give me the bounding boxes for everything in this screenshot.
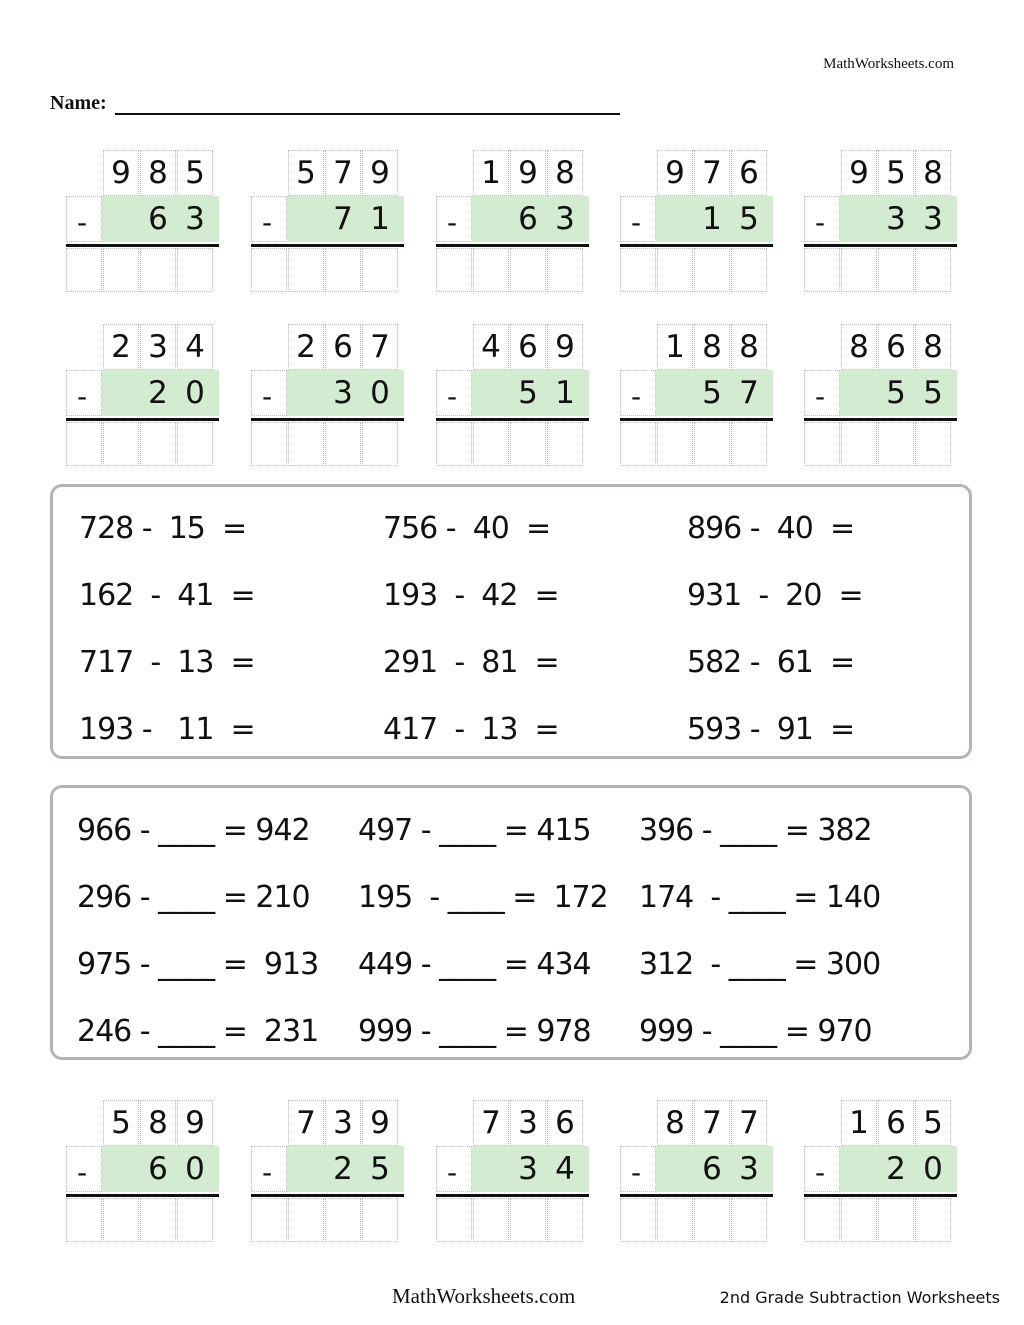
minuend-digit: 8 [148,1105,168,1141]
footer-title: 2nd Grade Subtraction Worksheets [719,1288,1000,1307]
grid-cell[interactable] [731,422,767,466]
minuend-digit: 8 [555,155,575,191]
subtrahend-digit: 2 [148,375,168,411]
answer-rule [66,1194,219,1197]
subtrahend-digit: 5 [739,201,759,237]
horizontal-problem: 593 - 91 = [687,712,855,747]
minus-sign: - [261,206,273,239]
subtrahend-digit: 7 [333,201,353,237]
answer-rule [66,244,219,247]
minuend-digit: 7 [481,1105,501,1141]
minuend-digit: 9 [370,155,390,191]
grid-cell[interactable] [620,1198,656,1242]
grid-cell[interactable] [251,422,287,466]
minuend-digit: 9 [555,329,575,365]
subtrahend-digit: 3 [739,1151,759,1187]
vertical-row-2 [64,324,964,469]
grid-cell[interactable] [362,1198,398,1242]
grid-cell[interactable] [878,248,914,292]
subtrahend-digit: 6 [148,1151,168,1187]
grid-cell[interactable] [694,1198,730,1242]
minus-sign: - [261,380,273,413]
grid-cell[interactable] [362,248,398,292]
subtrahend-digit: 0 [185,375,205,411]
horizontal-problem: 582 - 61 = [687,645,855,680]
grid-cell[interactable] [620,248,656,292]
vertical-problem [249,324,404,469]
answer-rule [620,244,773,247]
minus-sign: - [446,206,458,239]
horizontal-problem: 193 - 42 = [383,578,559,613]
vertical-problem [434,1100,589,1245]
grid-cell[interactable] [804,248,840,292]
subtrahend-digit: 2 [333,1151,353,1187]
grid-cell[interactable] [547,422,583,466]
subtrahend-digit: 7 [739,375,759,411]
horizontal-problem: 896 - 40 = [687,511,855,546]
grid-cell[interactable] [547,248,583,292]
grid-cell[interactable] [731,248,767,292]
missing-number-problem: 975 - ____ = 913 [77,947,319,982]
subtrahend-digit: 5 [518,375,538,411]
vertical-problem [802,1100,957,1245]
grid-cell[interactable] [103,422,139,466]
subtrahend-digit: 3 [923,201,943,237]
minuend-digit: 8 [923,155,943,191]
answer-rule [66,418,219,421]
subtrahend-digit: 2 [886,1151,906,1187]
grid-cell[interactable] [473,248,509,292]
vertical-problem [802,324,957,469]
subtrahend-digit: 0 [185,1151,205,1187]
vertical-problem [618,324,773,469]
minuend-digit: 9 [849,155,869,191]
footer-site: MathWorksheets.com [392,1284,576,1308]
grid-cell[interactable] [510,422,546,466]
subtrahend-digit: 5 [923,375,943,411]
minuend-digit: 6 [518,329,538,365]
missing-number-problem: 999 - ____ = 970 [639,1014,872,1049]
grid-cell[interactable] [694,422,730,466]
vertical-problem [64,1100,219,1245]
minuend-digit: 1 [481,155,501,191]
missing-number-problem: 312 - ____ = 300 [639,947,881,982]
minuend-digit: 4 [481,329,501,365]
grid-cell[interactable] [804,422,840,466]
minuend-digit: 8 [665,1105,685,1141]
minuend-digit: 5 [185,155,205,191]
answer-rule [804,1194,957,1197]
answer-rule [251,418,404,421]
grid-cell[interactable] [878,1198,914,1242]
grid-cell[interactable] [915,422,951,466]
grid-cell[interactable] [103,1198,139,1242]
grid-cell[interactable] [657,248,693,292]
minuend-digit: 9 [518,155,538,191]
vertical-problem [618,1100,773,1245]
minuend-digit: 2 [296,329,316,365]
minuend-digit: 6 [886,329,906,365]
horizontal-problem: 162 - 41 = [79,578,255,613]
minuend-digit: 7 [296,1105,316,1141]
grid-cell[interactable] [841,248,877,292]
grid-cell[interactable] [140,248,176,292]
minuend-digit: 9 [665,155,685,191]
horizontal-problems-box [50,484,972,759]
grid-cell[interactable] [657,1198,693,1242]
vertical-row-1 [64,150,964,295]
minuend-digit: 3 [148,329,168,365]
missing-number-problem: 174 - ____ = 140 [639,880,881,915]
minus-sign: - [76,1156,88,1189]
name-line [115,95,620,115]
grid-cell[interactable] [288,422,324,466]
grid-cell[interactable] [473,422,509,466]
grid-cell[interactable] [841,1198,877,1242]
vertical-problem [618,150,773,295]
minuend-digit: 7 [333,155,353,191]
answer-rule [436,418,589,421]
subtrahend-digit: 4 [555,1151,575,1187]
grid-cell[interactable] [436,1198,472,1242]
missing-number-box [50,785,972,1060]
horizontal-problem: 931 - 20 = [687,578,863,613]
horizontal-problem: 717 - 13 = [79,645,255,680]
vertical-problem [249,1100,404,1245]
grid-cell[interactable] [473,1198,509,1242]
minuend-digit: 8 [739,329,759,365]
grid-cell[interactable] [915,248,951,292]
grid-cell[interactable] [436,248,472,292]
vertical-problem [434,150,589,295]
grid-cell[interactable] [731,1198,767,1242]
answer-rule [804,244,957,247]
grid-cell[interactable] [288,1198,324,1242]
grid-cell[interactable] [694,248,730,292]
grid-cell[interactable] [657,422,693,466]
missing-number-problem: 497 - ____ = 415 [358,813,591,848]
minuend-digit: 5 [111,1105,131,1141]
subtrahend-digit: 6 [702,1151,722,1187]
grid-cell[interactable] [325,248,361,292]
minus-sign: - [76,206,88,239]
missing-number-problem: 246 - ____ = 231 [77,1014,319,1049]
minuend-digit: 6 [333,329,353,365]
answer-rule [251,1194,404,1197]
grid-cell[interactable] [325,422,361,466]
grid-cell[interactable] [251,1198,287,1242]
vertical-problem [802,150,957,295]
minus-sign: - [630,380,642,413]
minus-sign: - [630,206,642,239]
grid-cell[interactable] [66,248,102,292]
grid-cell[interactable] [177,1198,213,1242]
subtrahend-digit: 3 [333,375,353,411]
minuend-digit: 7 [702,155,722,191]
missing-number-problem: 195 - ____ = 172 [358,880,608,915]
name-label: Name: [50,92,107,114]
missing-number-problem: 449 - ____ = 434 [358,947,591,982]
subtrahend-digit: 1 [702,201,722,237]
grid-cell[interactable] [841,422,877,466]
missing-number-problem: 296 - ____ = 210 [77,880,310,915]
grid-cell[interactable] [325,1198,361,1242]
answer-rule [620,418,773,421]
minuend-digit: 1 [849,1105,869,1141]
minus-sign: - [630,1156,642,1189]
subtrahend-digit: 3 [886,201,906,237]
grid-cell[interactable] [103,248,139,292]
minuend-digit: 3 [333,1105,353,1141]
grid-cell[interactable] [288,248,324,292]
answer-rule [436,244,589,247]
minuend-digit: 5 [923,1105,943,1141]
subtrahend-digit: 0 [923,1151,943,1187]
missing-number-problem: 396 - ____ = 382 [639,813,872,848]
missing-number-problem: 966 - ____ = 942 [77,813,310,848]
subtrahend-digit: 6 [148,201,168,237]
grid-cell[interactable] [177,248,213,292]
minus-sign: - [76,380,88,413]
vertical-problem [434,324,589,469]
minuend-digit: 5 [886,155,906,191]
minus-sign: - [814,1156,826,1189]
subtrahend-digit: 5 [702,375,722,411]
minuend-digit: 8 [148,155,168,191]
answer-rule [436,1194,589,1197]
horizontal-problem: 417 - 13 = [383,712,559,747]
horizontal-problem: 291 - 81 = [383,645,559,680]
minuend-digit: 8 [702,329,722,365]
horizontal-problem: 756 - 40 = [383,511,551,546]
subtrahend-digit: 5 [370,1151,390,1187]
grid-cell[interactable] [620,422,656,466]
vertical-problem [249,150,404,295]
grid-cell[interactable] [251,248,287,292]
minuend-digit: 6 [739,155,759,191]
minus-sign: - [814,380,826,413]
grid-cell[interactable] [66,1198,102,1242]
minuend-digit: 8 [849,329,869,365]
minus-sign: - [446,1156,458,1189]
minus-sign: - [261,1156,273,1189]
site-label-top: MathWorksheets.com [823,56,954,72]
subtrahend-digit: 3 [185,201,205,237]
subtrahend-digit: 6 [518,201,538,237]
subtrahend-digit: 5 [886,375,906,411]
grid-cell[interactable] [915,1198,951,1242]
grid-cell[interactable] [547,1198,583,1242]
minuend-digit: 6 [886,1105,906,1141]
minuend-digit: 1 [665,329,685,365]
grid-cell[interactable] [177,422,213,466]
minuend-digit: 3 [518,1105,538,1141]
minuend-digit: 9 [185,1105,205,1141]
subtrahend-digit: 0 [370,375,390,411]
name-field [50,92,620,115]
minuend-digit: 4 [185,329,205,365]
answer-rule [620,1194,773,1197]
missing-number-problem: 999 - ____ = 978 [358,1014,591,1049]
answer-rule [251,244,404,247]
minuend-digit: 2 [111,329,131,365]
grid-cell[interactable] [140,1198,176,1242]
minuend-digit: 9 [111,155,131,191]
grid-cell[interactable] [362,422,398,466]
minuend-digit: 7 [370,329,390,365]
vertical-problem [64,324,219,469]
vertical-problem [64,150,219,295]
subtrahend-digit: 3 [518,1151,538,1187]
answer-rule [804,418,957,421]
minuend-digit: 6 [555,1105,575,1141]
grid-cell[interactable] [66,422,102,466]
minus-sign: - [814,206,826,239]
minuend-digit: 9 [370,1105,390,1141]
minus-sign: - [446,380,458,413]
subtrahend-digit: 1 [370,201,390,237]
horizontal-problem: 193 - 11 = [79,712,255,747]
grid-cell[interactable] [140,422,176,466]
grid-cell[interactable] [510,1198,546,1242]
subtrahend-digit: 3 [555,201,575,237]
minuend-digit: 8 [923,329,943,365]
grid-cell[interactable] [878,422,914,466]
horizontal-problem: 728 - 15 = [79,511,247,546]
subtrahend-digit: 1 [555,375,575,411]
minuend-digit: 7 [739,1105,759,1141]
minuend-digit: 5 [296,155,316,191]
grid-cell[interactable] [804,1198,840,1242]
grid-cell[interactable] [510,248,546,292]
minuend-digit: 7 [702,1105,722,1141]
vertical-row-3 [64,1100,964,1245]
grid-cell[interactable] [436,422,472,466]
